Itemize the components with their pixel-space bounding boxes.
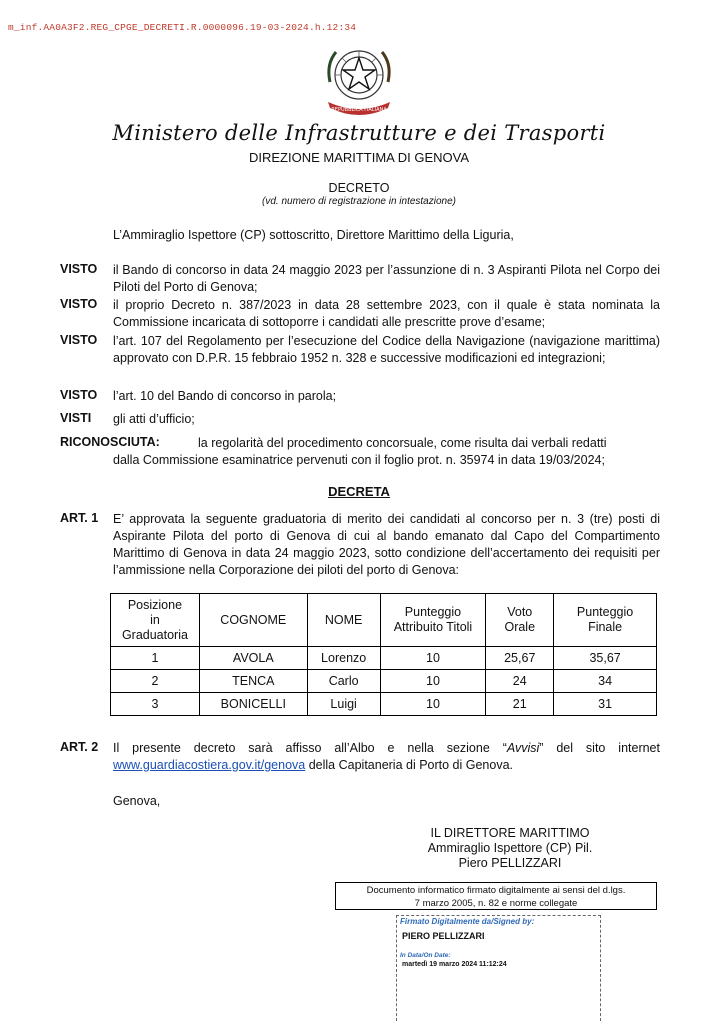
article-2-text: Il presente decreto sarà affisso all’Albo e nella sezione “Avvisi” del sito internet www.guardiacostiera.gov.it/genova della Capitaneria di Porto di Genova. — [113, 741, 660, 772]
signer-role: IL DIRETTORE MARITTIMO — [430, 826, 590, 840]
decreta-heading: DECRETA — [328, 484, 390, 499]
header-position: Posizione in Graduatoria — [111, 594, 200, 647]
table-header-row — [111, 594, 657, 647]
premise-label: VISTO — [60, 297, 98, 311]
signature-block — [395, 826, 625, 871]
header-titoli: Punteggio Attribuito Titoli — [380, 594, 486, 647]
ranking-table — [110, 593, 657, 716]
cell-voto: 21 — [486, 693, 554, 716]
document-title: DECRETO — [328, 181, 390, 195]
riconosciuta-label: RICONOSCIUTA: — [60, 435, 160, 449]
premise-label: VISTI — [60, 411, 92, 425]
premise-text: il Bando di concorso in data 24 maggio 2023 per l’assunzione di n. 3 Aspiranti Pilota nel Corpo dei Piloti del Porto di Genova; — [113, 263, 660, 294]
header-cognome: COGNOME — [199, 594, 307, 647]
header-finale: Punteggio Finale — [554, 594, 657, 647]
italian-republic-emblem-icon — [322, 42, 396, 118]
cell-nome: Luigi — [307, 693, 380, 716]
cell-cognome: AVOLA — [199, 647, 307, 670]
signer-rank: Ammiraglio Ispettore (CP) Pil. — [427, 841, 593, 855]
cell-cognome: TENCA — [199, 670, 307, 693]
cell-finale: 34 — [554, 670, 657, 693]
cell-nome: Carlo — [307, 670, 380, 693]
digital-signature-notice: Documento informatico firmato digitalmente ai sensi del d.lgs. 7 marzo 2005, n. 82 e norme collegate — [335, 882, 657, 910]
premise-label: VISTO — [60, 388, 98, 402]
direzione-name: DIREZIONE MARITTIMA DI GENOVA — [248, 150, 470, 165]
cell-finale: 35,67 — [554, 647, 657, 670]
cell-finale: 31 — [554, 693, 657, 716]
stamp-signer: PIERO PELLIZZARI — [402, 931, 485, 941]
cell-titoli: 10 — [380, 670, 486, 693]
cell-titoli: 10 — [380, 693, 486, 716]
premise-text: l’art. 10 del Bando di concorso in parola; — [113, 389, 337, 403]
cell-voto: 25,67 — [486, 647, 554, 670]
signer-name: Piero PELLIZZARI — [458, 856, 562, 870]
premise-text: l’art. 107 del Regolamento per l’esecuzione del Codice della Navigazione (navigazione marittima) approvato con D.P.R. 15 febbraio 1952 n. 328 e successive modificazioni ed integrazioni; — [113, 334, 660, 365]
premise-text: il proprio Decreto n. 387/2023 in data 28 settembre 2023, con il quale è stata nominata la Commissione incaricata di sottoporre i candidati alle prescritte prove d’esame; — [113, 298, 660, 329]
table-row — [111, 693, 657, 716]
article-1-label: ART. 1 — [60, 511, 99, 525]
premise-text: gli atti d’ufficio; — [113, 412, 195, 426]
table-row — [111, 647, 657, 670]
stamp-date-label: In Data/On Date: — [400, 952, 451, 959]
cell-nome: Lorenzo — [307, 647, 380, 670]
article-2-label: ART. 2 — [60, 740, 99, 754]
registration-note: (vd. numero di registrazione in intestazione) — [262, 196, 456, 207]
stamp-signed-by-label: Firmato Digitalmente da/Signed by: — [400, 917, 535, 926]
cell-voto: 24 — [486, 670, 554, 693]
article-1-text: E’ approvata la seguente graduatoria di merito dei candidati al concorso per n. 3 (tre) posti di Aspirante Pilota del porto di Genova di cui al bando emanato dal Capo del Compartimento Marittimo di Genova in data 24 maggio 2023, sotto condizione dell’accertamento dei requisiti per l’ammissione nella Corporazione dei piloti del porto di Genova: — [113, 512, 660, 577]
avvisi-section: Avvisi — [506, 741, 540, 755]
riconosciuta-text: la regolarità del procedimento concorsuale, come risulta dai verbali redatti — [198, 436, 607, 450]
header-nome: NOME — [307, 594, 380, 647]
stamp-date: martedì 19 marzo 2024 11:12:24 — [402, 961, 507, 968]
cell-position: 2 — [111, 670, 200, 693]
header-voto: Voto Orale — [486, 594, 554, 647]
table-row — [111, 670, 657, 693]
intro-paragraph: L’Ammiraglio Ispettore (CP) sottoscritto, Direttore Marittimo della Liguria, — [113, 228, 514, 242]
cell-position: 1 — [111, 647, 200, 670]
emblem-ribbon-text: REPUBBLICA ITALIANA — [331, 107, 387, 113]
ministry-name: Ministero delle Infrastrutture e dei Trasporti — [112, 121, 606, 145]
cell-position: 3 — [111, 693, 200, 716]
cell-titoli: 10 — [380, 647, 486, 670]
guardiacostiera-link[interactable]: www.guardiacostiera.gov.it/genova — [113, 758, 306, 772]
place-line: Genova, — [113, 794, 161, 808]
premise-label: VISTO — [60, 333, 98, 347]
registration-number: m_inf.AA0A3F2.REG_CPGE_DECRETI.R.0000096.19-03-2024.h.12:34 — [8, 22, 357, 33]
premise-label: VISTO — [60, 262, 98, 276]
cell-cognome: BONICELLI — [199, 693, 307, 716]
riconosciuta-text-continued: dalla Commissione esaminatrice pervenuti con il foglio prot. n. 35974 in data 19/03/2024; — [113, 453, 605, 467]
